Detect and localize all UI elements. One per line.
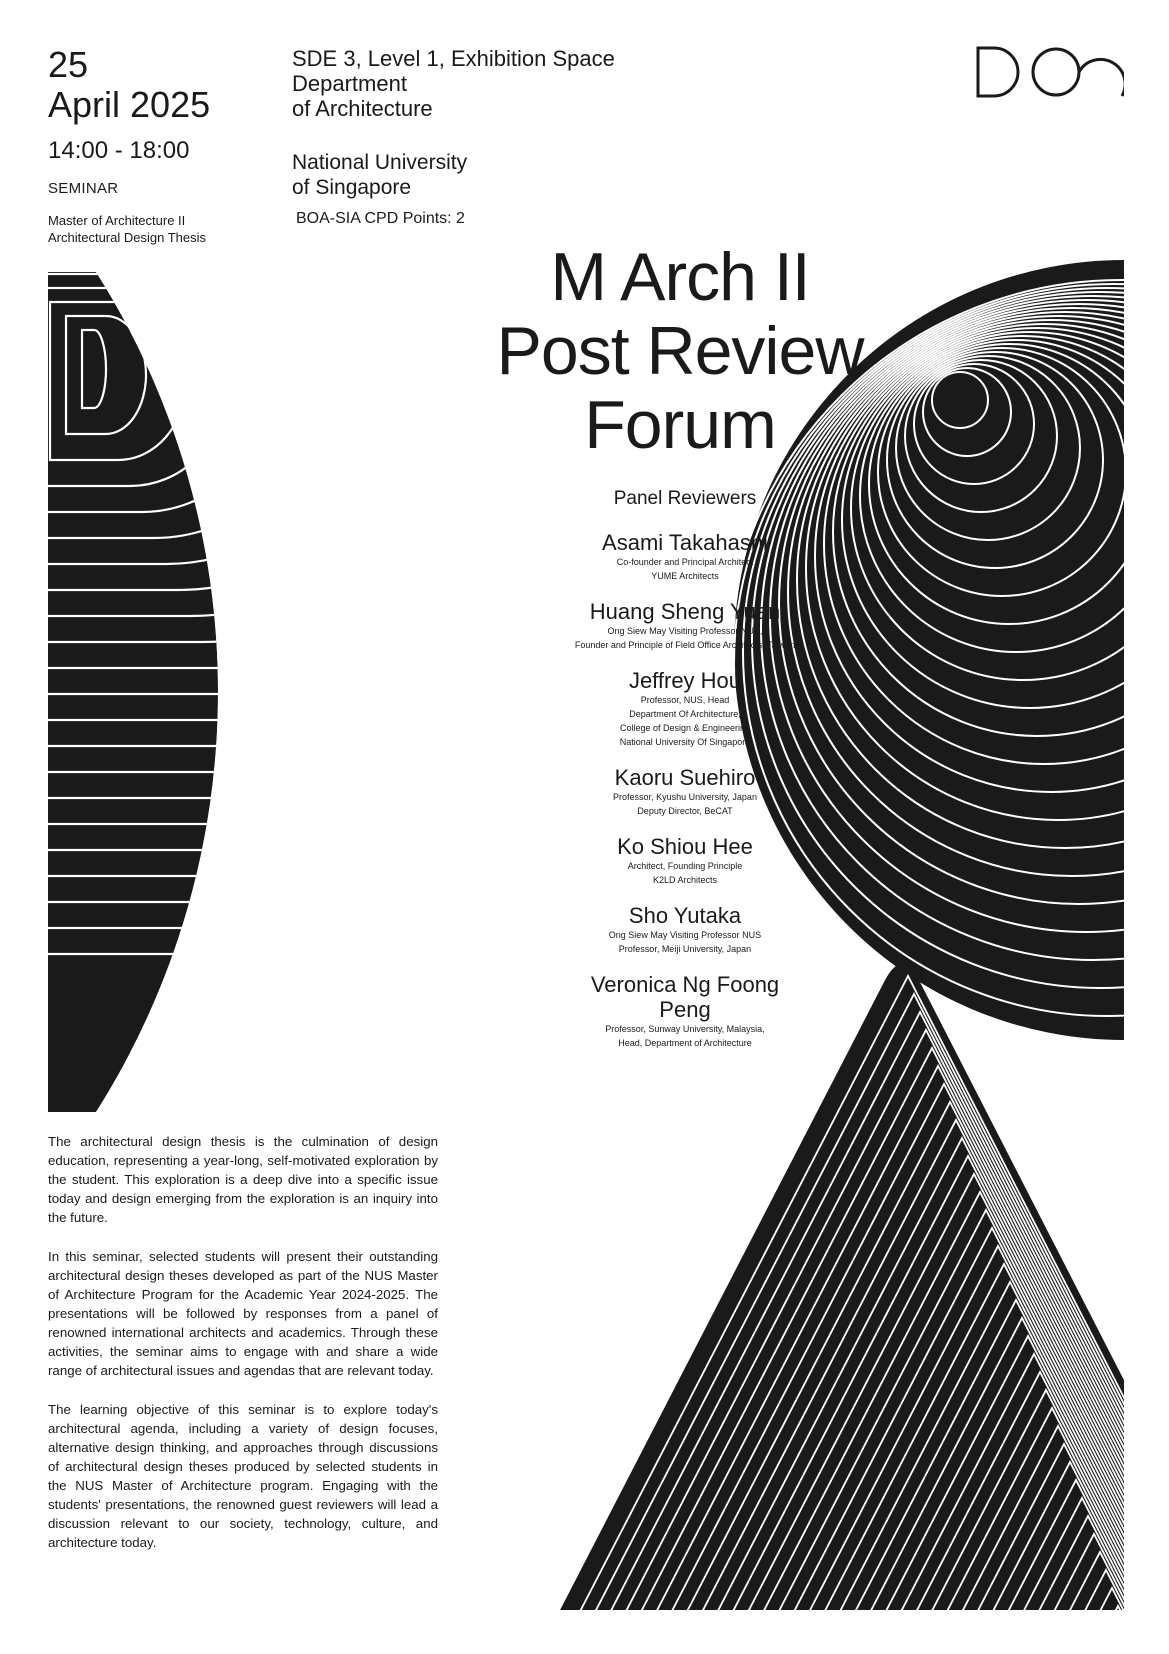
reviewer-role: Ong Siew May Visiting Professor NUS, — [607, 626, 763, 636]
reviewer-role: Deputy Director, BeCAT — [637, 806, 733, 816]
reviewer-role: K2LD Architects — [652, 875, 718, 885]
reviewer-role: Co-founder and Principal Architect — [616, 557, 754, 567]
reviewer-role: Architect, Founding Principle — [627, 861, 743, 871]
description-paragraph: In this seminar, selected students will present their outstanding architectural design theses developed as part of the NUS Master of Architecture Program for the Academic Year 2024-2025. The presentations will be followed by responses from a panel of renowned international architects and academics. Through these activities, the seminar aims to engage with and share a wide range of architectural issues and agendas that are relevant today. — [48, 1249, 438, 1378]
reviewer-name: Asami Takahashi — [602, 530, 768, 555]
venue-line: SDE 3, Level 1, Exhibition Space — [292, 46, 615, 71]
reviewer — [480, 668, 890, 749]
program-line: Architectural Design Thesis — [48, 230, 206, 245]
panel-heading: Panel Reviewers — [613, 488, 757, 509]
event-date-day: 25 — [48, 44, 89, 85]
reviewer-name: Kaoru Suehiro — [614, 765, 756, 790]
reviewer-name: Veronica Ng Foong Peng — [590, 972, 780, 1022]
venue-line: Department — [292, 71, 407, 96]
venue-line: of Architecture — [292, 96, 433, 121]
reviewer-name: Ko Shiou Hee — [617, 834, 753, 859]
title-line: Post Review — [496, 313, 864, 389]
description-paragraph: The architectural design thesis is the culmination of design education, representing a year-long, self-motivated exploration by the student. This exploration is a deep dive into a specific issue today and design emerging from the exploration is an inquiry into the future. — [48, 1134, 438, 1225]
reviewer-role: Professor, Sunway University, Malaysia, — [605, 1024, 765, 1034]
university-line: National University — [292, 151, 468, 174]
reviewer-role: College of Design & Engineering — [619, 723, 751, 733]
reviewer-role: National University Of Singapore — [619, 737, 751, 747]
reviewer-role: Head, Department of Architecture — [618, 1038, 752, 1048]
description-paragraph: The learning objective of this seminar is to explore today's architectural agenda, including a variety of design focuses, alternative design thinking, and approaches through discussions of architectural design theses produced by selected students in the NUS Master of Architecture program. Engaging with the students' presentations, the renowned guest reviewers will lead a discussion relevant to our society, technology, culture, and architecture today. — [48, 1402, 438, 1550]
title-line: M Arch II — [550, 239, 810, 315]
reviewer — [480, 530, 890, 583]
reviewer — [480, 903, 890, 956]
description — [48, 1132, 438, 1572]
event-time: 14:00 - 18:00 — [48, 137, 190, 164]
panel-reviewers — [480, 488, 890, 1066]
cpd-points: BOA-SIA CPD Points: 2 — [296, 210, 465, 227]
university-line: of Singapore — [292, 176, 412, 199]
reviewer-name: Jeffrey Hou — [628, 668, 742, 693]
program-line: Master of Architecture II — [48, 213, 186, 228]
title-line: Forum — [584, 387, 776, 463]
reviewer-role: Founder and Principle of Field Office Architects, Taiwan — [574, 640, 796, 650]
event-title — [420, 240, 940, 462]
reviewer-role: Department Of Architecture, — [629, 709, 741, 719]
reviewer-role: Ong Siew May Visiting Professor NUS — [608, 930, 762, 940]
event-type: SEMINAR — [48, 180, 119, 197]
doa-logo-icon — [976, 44, 1124, 100]
venue-block — [292, 46, 615, 121]
reviewer-role: Professor, NUS, Head — [640, 695, 730, 705]
reviewer-role: Professor, Meiji University, Japan — [618, 944, 752, 954]
university-block — [292, 150, 467, 200]
reviewer-name: Sho Yutaka — [628, 903, 742, 928]
reviewer — [480, 834, 890, 887]
reviewer-name: Huang Sheng Yuan — [589, 599, 781, 624]
reviewer — [480, 599, 890, 652]
reviewer-role: Professor, Kyushu University, Japan — [613, 792, 757, 802]
reviewer — [480, 765, 890, 818]
program-info — [48, 212, 206, 246]
reviewer-role: YUME Architects — [651, 571, 719, 581]
event-date-month: April 2025 — [48, 84, 211, 125]
reviewer — [480, 972, 890, 1050]
